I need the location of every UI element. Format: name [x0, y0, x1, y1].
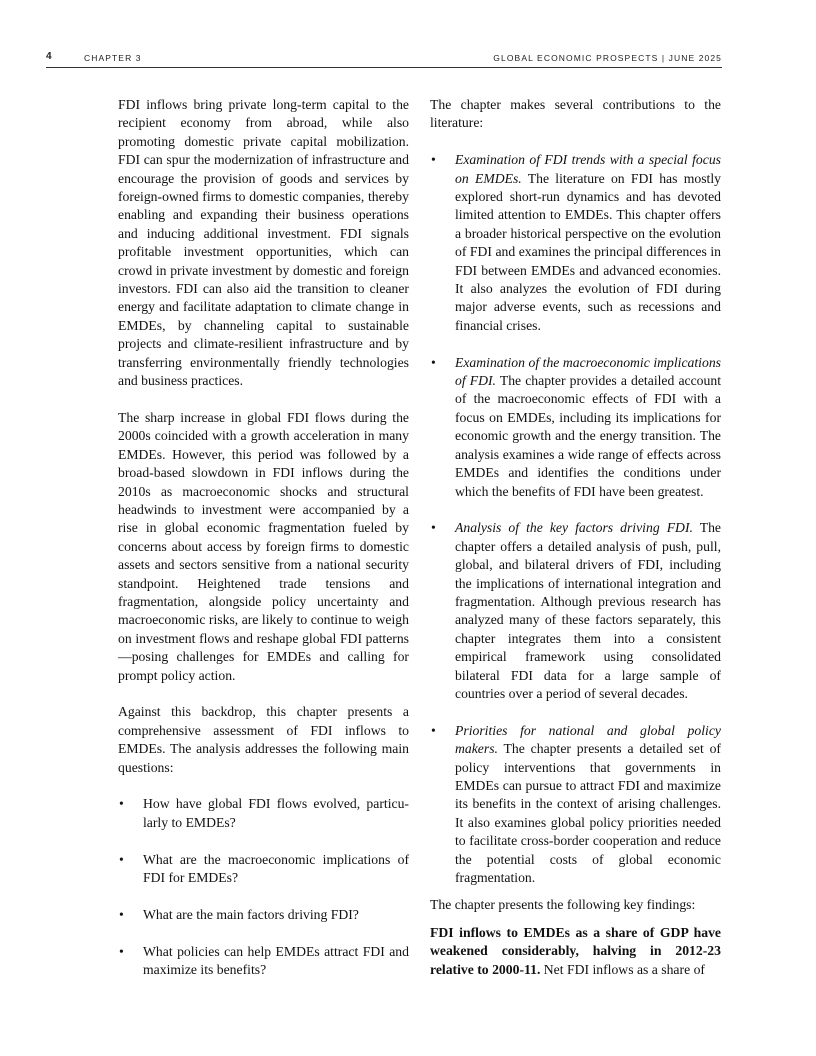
question-text: What are the macroeconomic implications of FDI for EMDEs?	[143, 851, 409, 885]
question-text: What are the main factors driving FDI?	[143, 906, 359, 922]
contribution-item	[430, 354, 721, 501]
paragraph: The chapter makes several contributions to the literature:	[430, 97, 721, 131]
bullet-icon: •	[431, 520, 436, 536]
finding-text: Net FDI inflows as a share of	[540, 961, 705, 977]
bullet-icon: •	[431, 354, 436, 370]
header-rule	[46, 67, 722, 68]
bullet-icon: •	[119, 943, 124, 959]
contribution-item	[430, 151, 721, 335]
contribution-item	[430, 519, 721, 703]
contribution-text: The literature on FDI has mostly explored short-run dynamics and has devoted limited attention to EMDEs. This chapter offers a broader historical perspective on the evolution of FDI and examines the principal differences in FDI between EMDEs and advanced economies. It also analyzes the evolution of FDI during major adverse events, such as recessions and financial crises.	[455, 170, 721, 333]
question-text: How have global FDI flows evolved, particu-larly to EMDEs?	[143, 796, 409, 830]
finding-heading: FDI inflows to EMDEs as a share of GDP have weakened considerably, halving in 2012-23 relative to 2000-11.	[430, 924, 721, 977]
bullet-icon: •	[119, 851, 124, 867]
paragraph: The sharp increase in global FDI flows during the 2000s coincided with a growth acceleration in many EMDEs. However, this period was followed by a broad-based slowdown in FDI inflows during the 2010s as macroeconomic shocks and structural headwinds to investment were accompanied by a rise in global economic fragmentation fueled by concerns about access by foreign firms to domestic assets and sectors sensitive from a national security standpoint. Heightened trade tensions and fragmentation, alongside policy uncertainty and macroeconomic risks, are likely to continue to weigh on investment flows and reshape global FDI patterns—posing challenges for EMDEs and calling for prompt policy action.	[118, 409, 409, 683]
left-column	[118, 96, 409, 998]
paragraph: FDI inflows bring private long-term capital to the recipient economy from abroad, while also promoting domestic private capital mobilization. FDI can spur the modernization of infrastructure and encourage the provision of goods and services by foreign-owned firms to domestic companies, thereby enabling and expanding their business operations and inducing additional investment. FDI signals profitable investment opportunities, which can crowd in private investment by domestic and foreign investors. FDI can also aid the transition to cleaner energy and facilitate adaptation to climate change in EMDEs, by channeling capital to sustainable projects and climate-resilient infrastructure and by transferring environmentally friendly technologies and business practices.	[118, 97, 409, 389]
contribution-title: Examination of the macroeconomic implications of FDI.	[455, 354, 721, 389]
contribution-title: Analysis of the key factors driving FDI.	[455, 520, 693, 536]
contribution-text: The chapter offers a detailed analysis of push, pull, global, and bilateral drivers of FDI, including the implications of international integration and fragmentation. Although previous research has analyzed many of these factors separately, this chapter integrates them into a consistent empirical framework using consolidated bilateral FDI data for a large sample of countries over a period of several decades.	[455, 520, 721, 701]
contribution-title: Examination of FDI trends with a special focus on EMDEs.	[455, 152, 721, 186]
bullet-icon: •	[431, 152, 436, 168]
contribution-title: Priorities for national and global policy makers.	[455, 722, 721, 757]
contribution-text: The chapter provides a detailed account of the macroeconomic effects of FDI with a focus on EMDEs, including its implications for economic growth and the energy transition. The analysis examines a wide range of effects across EMDEs and identifies the conditions under which the benefits of FDI have been greatest.	[455, 373, 722, 499]
question-item	[118, 851, 409, 888]
bullet-icon: •	[119, 906, 124, 922]
question-item	[118, 795, 409, 832]
right-column	[430, 96, 721, 997]
chapter-label: CHAPTER 3	[84, 53, 142, 63]
bullet-icon: •	[431, 722, 436, 738]
publication-title: GLOBAL ECONOMIC PROSPECTS | JUNE 2025	[493, 53, 722, 63]
contribution-item	[430, 722, 721, 888]
contribution-text: The chapter presents a detailed set of policy interventions that governments in EMDEs can pursue to attract FDI and maximize its benefits in the context of arising challenges. It also examines global policy priorities needed to facilitate cross-border cooperation and reduce the potential costs of global economic fragmentation.	[455, 741, 721, 885]
question-item	[118, 943, 409, 980]
page-number: 4	[46, 51, 53, 62]
question-text: What policies can help EMDEs attract FDI and maximize its benefits?	[143, 943, 409, 977]
question-item	[118, 906, 409, 924]
paragraph: The chapter presents the following key findings:	[430, 897, 696, 913]
bullet-icon: •	[119, 796, 124, 812]
finding-paragraph	[430, 924, 721, 979]
paragraph: Against this backdrop, this chapter presents a comprehensive assessment of FDI inflows to EMDEs. The analysis addresses the following main questions:	[118, 704, 409, 775]
